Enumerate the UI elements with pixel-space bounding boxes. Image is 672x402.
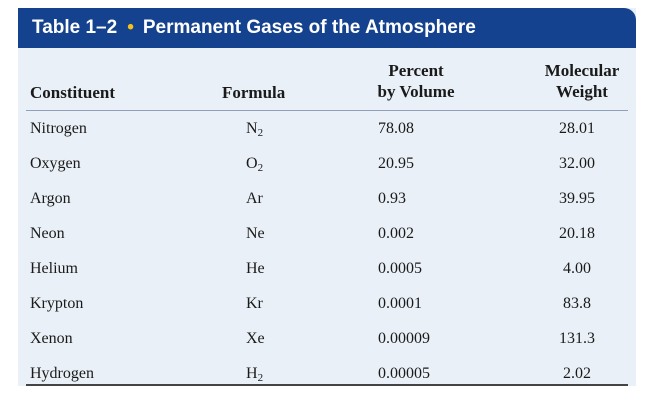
cell-weight: 4.00 (563, 260, 591, 277)
cell-weight: 131.3 (559, 330, 595, 347)
cell-percent: 0.002 (378, 225, 414, 242)
cell-formula: $H_2$ (246, 365, 264, 384)
cell-constituent: Hydrogen (30, 365, 94, 382)
cell-constituent: Helium (30, 260, 78, 277)
header-rule (26, 110, 628, 111)
table-row (18, 322, 636, 357)
cell-percent: 20.95 (378, 155, 414, 172)
title-bullet-icon: • (127, 17, 134, 38)
cell-constituent: Xenon (30, 330, 73, 347)
table-title-bar (18, 8, 636, 48)
cell-constituent: Neon (30, 225, 65, 242)
header-percent (360, 60, 472, 102)
cell-formula: Kr (246, 295, 263, 312)
table-row (18, 182, 636, 217)
cell-percent: 0.0001 (378, 295, 422, 312)
header-formula: Formula (222, 83, 286, 102)
cell-formula: He (246, 260, 265, 277)
table-body (18, 112, 636, 392)
cell-constituent: Argon (30, 190, 71, 207)
cell-weight: 28.01 (559, 120, 595, 137)
cell-weight: 2.02 (563, 365, 591, 382)
cell-constituent: Oxygen (30, 155, 81, 172)
header-percent-line2: by Volume (377, 82, 455, 101)
cell-percent: 0.93 (378, 190, 406, 207)
cell-percent: 0.00005 (378, 365, 430, 382)
cell-weight: 39.95 (559, 190, 595, 207)
table-row (18, 217, 636, 252)
cell-weight: 83.8 (563, 295, 591, 312)
header-constituent: Constituent (30, 83, 116, 102)
cell-formula: Ar (246, 190, 263, 207)
table-row (18, 357, 636, 392)
cell-formula: Ne (246, 225, 265, 242)
header-weight-line2: Weight (556, 82, 608, 101)
table-number: Table 1–2 (32, 17, 118, 38)
table-row (18, 112, 636, 147)
footer-rule (26, 384, 628, 386)
cell-formula: $O_2$ (246, 155, 264, 174)
cell-formula: Xe (246, 330, 265, 347)
cell-constituent: Krypton (30, 295, 84, 312)
table-row (18, 252, 636, 287)
cell-percent: 0.0005 (378, 260, 422, 277)
gas-table (18, 48, 636, 386)
table-row (18, 147, 636, 182)
cell-formula: $N_2$ (246, 120, 264, 139)
cell-weight: 20.18 (559, 225, 595, 242)
cell-constituent: Nitrogen (30, 120, 87, 137)
cell-percent: 0.00009 (378, 330, 430, 347)
table-title: Permanent Gases of the Atmosphere (142, 17, 476, 38)
table-row (18, 287, 636, 322)
header-weight-line1: Molecular (544, 61, 620, 80)
header-weight (532, 60, 632, 102)
cell-percent: 78.08 (378, 120, 414, 137)
table-frame (18, 8, 636, 386)
header-percent-line1: Percent (388, 61, 444, 80)
cell-weight: 32.00 (559, 155, 595, 172)
